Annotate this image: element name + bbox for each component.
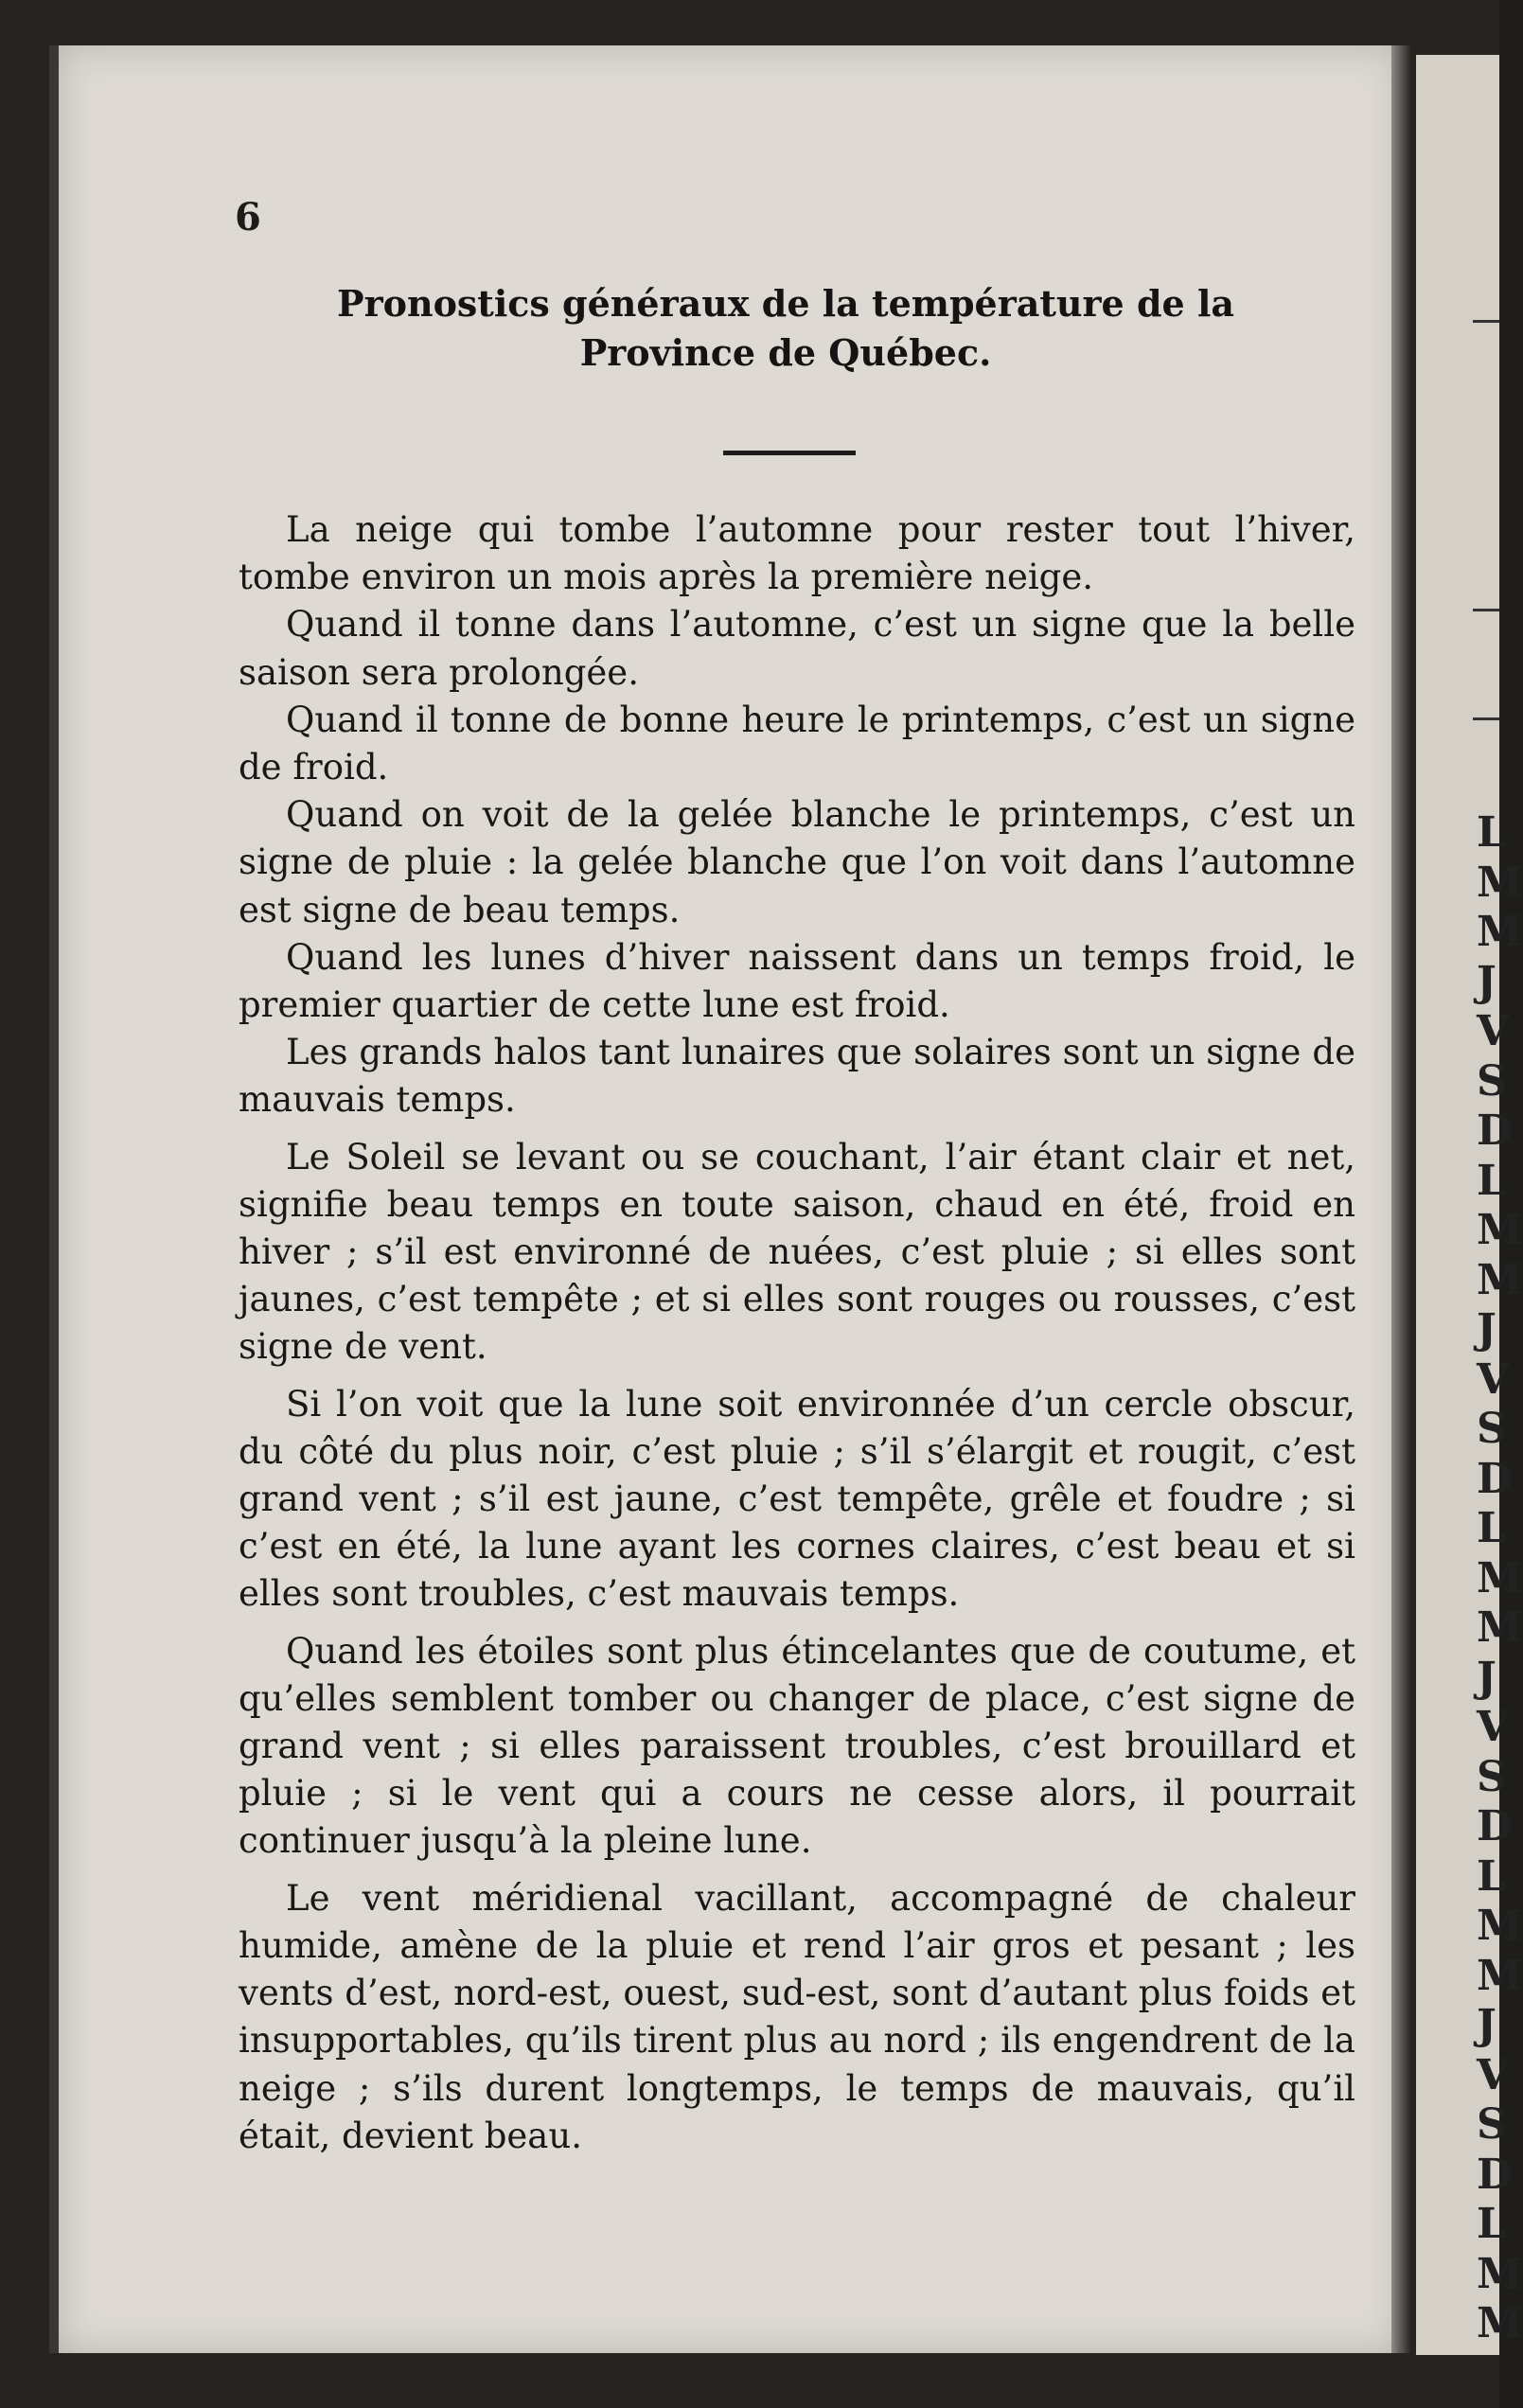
day-letter: L: [1477, 808, 1506, 857]
paragraph: Le Soleil se levant ou se couchant, l’air étant clair et net, signifie beau temps en toute saison, chaud en été, froid en hiver ; s’il est environné de nuées, c’est pluie ; si elles sont jaunes, c’est tempête ; et si elles sont rouges ou rousses, c’est signe de vent.: [239, 1136, 1355, 1368]
day-letter: M: [1477, 858, 1523, 907]
paragraph: Quand les lunes d’hiver naissent dans un temps froid, le premier quartier de cette lune est froid.: [239, 936, 1355, 1026]
day-letter: L: [1477, 1504, 1506, 1552]
title-divider: [723, 451, 856, 455]
day-letter: V: [1477, 1354, 1510, 1404]
adjacent-page-rule: [1473, 320, 1499, 323]
body-text: [239, 506, 1355, 2160]
adjacent-page-rule: [1473, 717, 1499, 720]
day-letter: L: [1477, 2200, 1506, 2248]
paragraph: Quand on voit de la gelée blanche le printemps, c’est un signe de pluie : la gelée blanche que l’on voit dans l’automne est signe de beau temps.: [239, 794, 1355, 930]
day-letter: J: [1477, 1305, 1496, 1354]
paragraph: Les grands halos tant lunaires que solaires sont un signe de mauvais temps.: [239, 1032, 1355, 1121]
adjacent-page-day-letters: [1477, 808, 1523, 2349]
day-letter: J: [1477, 957, 1496, 1006]
day-letter: M: [1477, 2299, 1523, 2347]
day-letter: M: [1477, 1603, 1523, 1652]
paragraph: Quand il tonne de bonne heure le printemps, c’est un signe de froid.: [239, 699, 1355, 788]
day-letter: M: [1477, 1206, 1523, 1254]
day-letter: M: [1477, 2249, 1523, 2298]
paragraph: Quand les étoiles sont plus étincelantes que de coutume, et qu’elles semblent tomber ou changer de place, c’est signe de grand vent ; si elles paraissent troubles, c’est brouillard et pluie ; si le vent qui a cours ne cesse alors, il pourrait continuer jusqu’à la pleine lune.: [239, 1630, 1355, 1862]
day-letter: J: [1477, 1653, 1496, 1702]
day-letter: S: [1477, 1405, 1507, 1453]
day-letter: V: [1477, 1007, 1510, 1055]
day-letter: D: [1477, 1454, 1514, 1503]
page-gutter: [1391, 45, 1410, 2353]
adjacent-page-rule: [1473, 609, 1499, 611]
day-letter: M: [1477, 1255, 1523, 1304]
day-letter: S: [1477, 2100, 1507, 2149]
day-letter: V: [1477, 2050, 1510, 2099]
day-letter: D: [1477, 1802, 1514, 1850]
paragraph: Si l’on voit que la lune soit environnée d’un cercle obscur, du côté du plus noir, c’est pluie ; s’il s’élargit et rougit, c’est grand vent ; s’il est jaune, c’est tempête, grêle et foudre ; si c’est en été, la lune ayant les cornes claires, c’est beau et si elles sont troubles, c’est mauvais temps.: [239, 1383, 1355, 1615]
day-letter: M: [1477, 1951, 1523, 2000]
day-letter: M: [1477, 908, 1523, 956]
day-letter: D: [1477, 2150, 1514, 2199]
day-letter: S: [1477, 1056, 1507, 1106]
paragraph: Le vent méridienal vacillant, accompagné de chaleur humide, amène de la pluie et rend l’air gros et pesant ; les vents d’est, nord-est, ouest, sud-est, sont d’autant plus foids et insupportables, qu’ils tirent plus au nord ; ils engendrent de la neige ; s’ils durent longtemps, le temps de mauvais, qu’il était, devient beau.: [239, 1877, 1355, 2156]
day-letter: S: [1477, 1752, 1507, 1801]
adjacent-page-edge: [1416, 55, 1523, 2355]
day-letter: M: [1477, 1902, 1523, 1950]
page-title: Pronostics généraux de la température de la Province de Québec.: [337, 282, 1234, 374]
page-number: 6: [235, 195, 261, 239]
day-letter: J: [1477, 2001, 1496, 2049]
paragraph: La neige qui tombe l’automne pour rester tout l’hiver, tombe environ un mois après la première neige.: [239, 509, 1355, 598]
day-letter: L: [1477, 1851, 1506, 1901]
paragraph: Quand il tonne dans l’automne, c’est un signe que la belle saison sera prolongée.: [239, 604, 1355, 693]
day-letter: V: [1477, 1703, 1510, 1751]
day-letter: D: [1477, 1107, 1514, 1155]
day-letter: L: [1477, 1156, 1506, 1205]
day-letter: M: [1477, 1553, 1523, 1602]
